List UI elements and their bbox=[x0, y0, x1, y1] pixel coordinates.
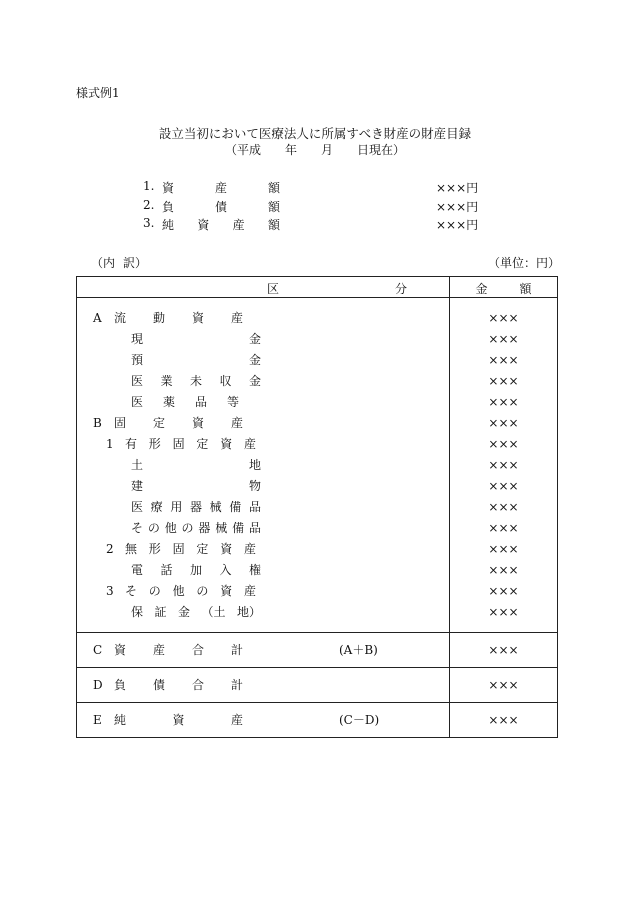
item-label-char: そ bbox=[125, 584, 138, 598]
item-label-char: の bbox=[147, 521, 160, 535]
item-label-char: 医 bbox=[131, 395, 144, 409]
item-label bbox=[131, 392, 239, 413]
summary-label-char: 負 bbox=[162, 199, 175, 214]
item-label-char: 物 bbox=[248, 479, 261, 493]
summary-value: ×××円 bbox=[436, 199, 479, 214]
item-label-char: 品 bbox=[194, 395, 207, 409]
item-label bbox=[131, 350, 261, 371]
item-label-char: 動 bbox=[152, 311, 165, 325]
item-label-char: 土 bbox=[131, 458, 144, 472]
summary-value: ×××円 bbox=[436, 181, 479, 195]
item-amount: ××× bbox=[488, 353, 519, 367]
list-item bbox=[77, 476, 449, 497]
item-label-char: 械 bbox=[215, 521, 228, 535]
item-prefix: 3 bbox=[106, 584, 114, 598]
item-label-char: 定 bbox=[196, 437, 209, 451]
detail-amounts-cell bbox=[450, 298, 558, 633]
item-label-char: 形 bbox=[148, 437, 161, 451]
item-amount: ××× bbox=[488, 374, 519, 388]
item-label-char: 器 bbox=[198, 521, 211, 535]
item-label-char: 地 bbox=[248, 458, 261, 472]
item-label-char: 権 bbox=[248, 563, 261, 577]
total-label-char: 資 bbox=[172, 713, 185, 727]
item-label-char: 預 bbox=[131, 353, 144, 367]
item-label-char: 資 bbox=[191, 311, 204, 325]
item-label-char: 金 bbox=[248, 332, 261, 346]
item-label-char: 備 bbox=[232, 521, 245, 535]
item-label-char: 資 bbox=[220, 542, 233, 556]
item-label-char: の bbox=[148, 584, 161, 598]
summary-number: 1. bbox=[143, 179, 155, 193]
list-item bbox=[77, 329, 449, 350]
item-label-char: 器 bbox=[189, 500, 202, 514]
item-amount: ××× bbox=[488, 479, 519, 493]
list-item bbox=[77, 602, 449, 623]
header-category-char: 分 bbox=[394, 282, 407, 296]
header-category-char: 区 bbox=[267, 282, 280, 296]
form-label: 様式例1 bbox=[76, 86, 120, 100]
item-prefix: B bbox=[93, 416, 102, 430]
total-label-char: 合 bbox=[191, 643, 204, 657]
list-item bbox=[77, 560, 449, 581]
item-label-char: （土 bbox=[201, 605, 226, 619]
total-label-char: 産 bbox=[230, 713, 243, 727]
list-item bbox=[77, 539, 449, 560]
item-label-char: 流 bbox=[114, 311, 127, 325]
item-label-char: 金 bbox=[177, 605, 190, 619]
item-label-char: 地） bbox=[236, 605, 261, 619]
item-label-char: 医 bbox=[131, 500, 144, 514]
header-category-cell bbox=[77, 277, 450, 298]
item-label bbox=[131, 602, 261, 623]
total-amount: ××× bbox=[488, 643, 519, 657]
summary-label bbox=[162, 179, 280, 196]
item-label-char: 医 bbox=[131, 374, 144, 388]
item-label-char: 品 bbox=[248, 521, 261, 535]
item-label bbox=[125, 539, 256, 560]
total-label bbox=[114, 633, 243, 667]
item-label-char: 品 bbox=[248, 500, 261, 514]
total-amount-cell bbox=[450, 668, 558, 703]
item-label-char: 固 bbox=[172, 542, 185, 556]
item-label-char: 業 bbox=[160, 374, 173, 388]
header-amount-cell bbox=[450, 277, 558, 298]
total-label-char: 負 bbox=[114, 678, 127, 692]
item-label-char: 有 bbox=[125, 437, 138, 451]
unit-label: （単位：円） bbox=[488, 256, 561, 270]
summary-label-char: 額 bbox=[267, 199, 280, 214]
item-label bbox=[131, 455, 261, 476]
summary-label bbox=[162, 198, 280, 215]
item-amount: ××× bbox=[488, 416, 519, 430]
item-amount: ××× bbox=[488, 395, 519, 409]
list-item bbox=[77, 581, 449, 602]
item-label-char: 固 bbox=[114, 416, 127, 430]
item-amount: ××× bbox=[488, 311, 519, 325]
total-amount: ××× bbox=[488, 678, 519, 692]
item-label-char: 資 bbox=[220, 437, 233, 451]
item-label bbox=[131, 476, 261, 497]
total-label-char: 債 bbox=[152, 678, 165, 692]
item-label-char: 未 bbox=[189, 374, 202, 388]
item-amount: ××× bbox=[488, 500, 519, 514]
list-item bbox=[77, 497, 449, 518]
list-item bbox=[77, 455, 449, 476]
item-label bbox=[125, 581, 256, 602]
total-label-char: 計 bbox=[230, 643, 243, 657]
detail-labels-cell bbox=[77, 298, 450, 633]
summary-label-char: 額 bbox=[267, 218, 280, 232]
header-amount-char: 金 bbox=[475, 282, 488, 296]
list-item bbox=[77, 413, 449, 434]
summary-label-char: 産 bbox=[214, 181, 227, 195]
item-label-char: 薬 bbox=[162, 395, 175, 409]
total-row-d bbox=[77, 668, 558, 703]
item-label-char: 入 bbox=[219, 563, 232, 577]
total-label-char: 資 bbox=[114, 643, 127, 657]
item-label-char: 電 bbox=[131, 563, 144, 577]
total-row-c bbox=[77, 633, 558, 668]
item-label-char: 他 bbox=[164, 521, 177, 535]
total-amount-cell bbox=[450, 633, 558, 668]
total-label-char: 計 bbox=[230, 678, 243, 692]
item-label bbox=[131, 497, 261, 518]
item-label-char: 定 bbox=[196, 542, 209, 556]
item-amount: ××× bbox=[488, 521, 519, 535]
item-label bbox=[131, 371, 261, 392]
summary-label bbox=[162, 216, 280, 233]
item-label-char: 療 bbox=[150, 500, 163, 514]
total-label-cell bbox=[77, 703, 450, 738]
item-amount: ××× bbox=[488, 584, 519, 598]
item-label-char: 産 bbox=[230, 311, 243, 325]
item-label-char: 固 bbox=[172, 437, 185, 451]
total-formula: (C－D) bbox=[339, 713, 380, 727]
as-of-date: （平成 年 月 日現在） bbox=[224, 143, 405, 157]
breakdown-label bbox=[91, 254, 147, 271]
total-prefix: C bbox=[93, 643, 103, 657]
total-formula: (A＋B) bbox=[339, 643, 378, 657]
item-label-char: 無 bbox=[125, 542, 138, 556]
header-amount-char: 額 bbox=[519, 282, 532, 296]
list-item bbox=[77, 371, 449, 392]
item-label-char: 産 bbox=[230, 416, 243, 430]
item-label bbox=[125, 434, 256, 455]
total-label-char: 産 bbox=[152, 643, 165, 657]
total-prefix: D bbox=[93, 678, 103, 692]
item-label-char: 保 bbox=[131, 605, 144, 619]
item-label-char: 現 bbox=[131, 332, 144, 346]
item-label bbox=[131, 329, 261, 350]
item-label-char: 等 bbox=[226, 395, 239, 409]
item-label-char: 産 bbox=[243, 437, 256, 451]
item-label-char: 金 bbox=[248, 353, 261, 367]
item-label bbox=[114, 308, 243, 329]
item-label bbox=[114, 413, 243, 434]
item-label-char: 備 bbox=[229, 500, 242, 514]
item-amount: ××× bbox=[488, 458, 519, 472]
item-label-char: 収 bbox=[219, 374, 232, 388]
total-label bbox=[114, 703, 243, 737]
detail-section bbox=[77, 298, 558, 633]
list-item bbox=[77, 392, 449, 413]
summary-label-char: 資 bbox=[197, 218, 210, 232]
summary-label-char: 純 bbox=[162, 218, 175, 232]
total-prefix: E bbox=[93, 713, 102, 727]
item-label-char: 用 bbox=[170, 500, 183, 514]
item-label-char: 産 bbox=[243, 542, 256, 556]
summary-number: 2. bbox=[143, 197, 155, 212]
item-label-char: 定 bbox=[152, 416, 165, 430]
summary-value: ×××円 bbox=[436, 218, 479, 232]
item-label bbox=[131, 560, 261, 581]
item-label-char: 資 bbox=[220, 584, 233, 598]
item-prefix: 2 bbox=[106, 542, 114, 556]
item-label-char: 加 bbox=[189, 563, 202, 577]
total-amount-cell bbox=[450, 703, 558, 738]
item-amount: ××× bbox=[488, 605, 519, 619]
breakdown-label-part: （内 bbox=[91, 256, 116, 270]
item-label-char: 産 bbox=[243, 584, 256, 598]
item-label-char: の bbox=[181, 521, 194, 535]
item-prefix: 1 bbox=[106, 437, 114, 451]
item-label-char: 資 bbox=[191, 416, 204, 430]
item-label-char: 話 bbox=[160, 563, 173, 577]
list-item bbox=[77, 350, 449, 371]
summary-number: 3. bbox=[143, 216, 155, 230]
total-label-cell bbox=[77, 668, 450, 703]
item-label-char: 金 bbox=[248, 374, 261, 388]
summary-label-char: 資 bbox=[162, 181, 175, 195]
item-amount: ××× bbox=[488, 542, 519, 556]
item-label-char: 他 bbox=[172, 584, 185, 598]
item-label-char: の bbox=[196, 584, 209, 598]
item-label-char: そ bbox=[131, 521, 144, 535]
list-item bbox=[77, 518, 449, 539]
total-label-cell bbox=[77, 633, 450, 668]
item-label bbox=[131, 518, 261, 539]
summary-label-char: 額 bbox=[267, 181, 280, 195]
document-title: 設立当初において医療法人に所属すべき財産の財産目録 bbox=[158, 126, 472, 141]
item-label-char: 形 bbox=[148, 542, 161, 556]
total-amount: ××× bbox=[488, 713, 519, 727]
item-label-char: 械 bbox=[209, 500, 222, 514]
summary-label-char: 産 bbox=[232, 218, 245, 232]
breakdown-label-part: 訳） bbox=[122, 256, 147, 270]
total-row-e bbox=[77, 703, 558, 738]
item-amount: ××× bbox=[488, 332, 519, 346]
item-label-char: 証 bbox=[154, 605, 167, 619]
item-prefix: A bbox=[93, 311, 102, 325]
total-label-char: 合 bbox=[191, 678, 204, 692]
list-item bbox=[77, 308, 449, 329]
list-item bbox=[77, 434, 449, 455]
total-label bbox=[114, 668, 243, 702]
asset-table bbox=[76, 276, 558, 738]
item-amount: ××× bbox=[488, 437, 519, 451]
total-label-char: 純 bbox=[114, 713, 127, 727]
summary-label-char: 債 bbox=[214, 199, 227, 214]
item-label-char: 建 bbox=[131, 479, 144, 493]
table-header-row bbox=[77, 277, 558, 298]
item-amount: ××× bbox=[488, 563, 519, 577]
